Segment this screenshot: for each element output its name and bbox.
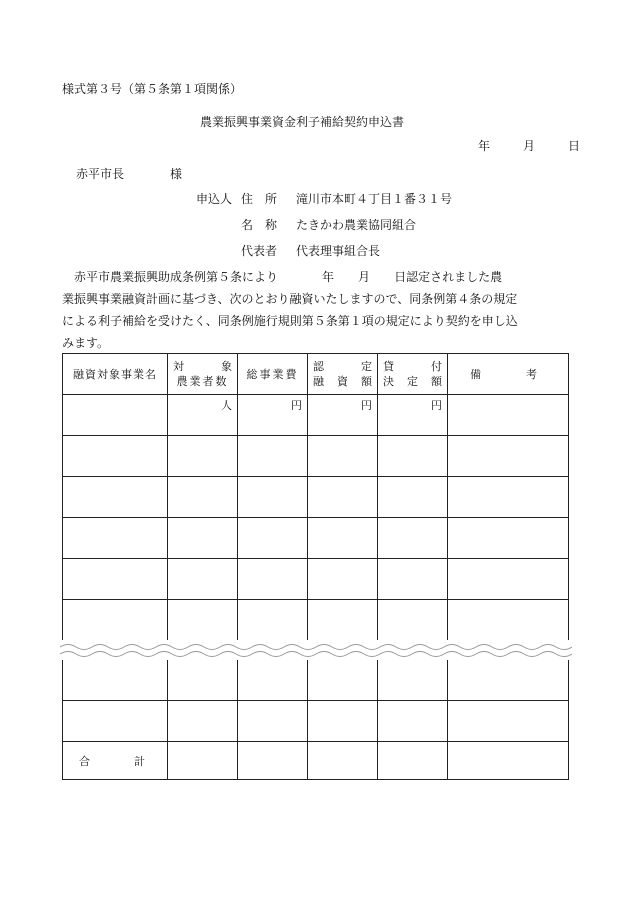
table-cell[interactable] [238, 701, 308, 742]
loan-table-top [62, 353, 569, 640]
table-cell[interactable] [448, 395, 569, 436]
table-cell[interactable] [448, 436, 569, 477]
header-remarks: 備 考 [448, 354, 569, 395]
applicant-address-row [196, 193, 452, 205]
date-year: 年 [478, 139, 491, 153]
unit-yen: 円 [431, 399, 442, 412]
table-cell[interactable] [238, 559, 308, 600]
table-cell[interactable] [168, 477, 238, 518]
table-cell[interactable] [378, 436, 448, 477]
table-cell[interactable] [448, 701, 569, 742]
table-cell[interactable] [378, 559, 448, 600]
table-cell[interactable] [168, 600, 238, 641]
table-cell[interactable] [238, 477, 308, 518]
addressee-honorific: 様 [170, 167, 183, 181]
table-cell[interactable] [63, 559, 168, 600]
table-cell[interactable] [238, 436, 308, 477]
header-project-name: 融資対象事業名 [63, 354, 168, 395]
table-cell[interactable] [378, 477, 448, 518]
rep-value: 代表理事組合長 [296, 244, 381, 258]
table-cell[interactable] [63, 477, 168, 518]
table-cell[interactable] [308, 477, 378, 518]
table-cell[interactable] [308, 395, 378, 436]
header-total-cost: 総事業費 [238, 354, 308, 395]
total-label-cell: 合 計 [63, 742, 168, 780]
table-row [63, 600, 569, 641]
table-row [63, 395, 569, 436]
header-loan-decided: 貸 付 決 定 額 [378, 354, 448, 395]
table-cell[interactable] [308, 436, 378, 477]
table-row [63, 518, 569, 559]
document-title: 農業振興事業資金利子補給契約申込書 [200, 115, 405, 129]
address-value: 滝川市本町４丁目１番３１号 [296, 192, 453, 206]
table-cell[interactable] [168, 701, 238, 742]
addressee-name: 赤平市長 [76, 167, 125, 181]
table-cell[interactable] [168, 742, 238, 780]
date-line [478, 140, 580, 152]
form-number: 様式第３号（第５条第１項関係） [62, 82, 243, 96]
loan-table-bottom [62, 660, 569, 780]
body-line-2: 業振興事業融資計画に基づき、次のとおり融資いたしますので、同条例第４条の規定 [62, 292, 518, 306]
unit-yen: 円 [361, 399, 372, 412]
table-cell[interactable] [168, 518, 238, 559]
body-line-1: 赤平市農業振興助成条例第５条により 年 月 日認定されました農 [74, 270, 503, 284]
table-cell[interactable] [238, 518, 308, 559]
table-cell[interactable] [238, 600, 308, 641]
date-day: 日 [568, 139, 581, 153]
addressee [76, 168, 182, 180]
table-row [63, 660, 569, 701]
table-row [63, 477, 569, 518]
table-cell[interactable] [308, 600, 378, 641]
unit-yen: 円 [291, 399, 302, 412]
table-cell[interactable] [308, 518, 378, 559]
table-cell[interactable] [308, 742, 378, 780]
table-cell[interactable] [448, 600, 569, 641]
table-cell[interactable] [378, 660, 448, 701]
table-cell[interactable] [63, 660, 168, 701]
body-line-3: による利子補給を受けたく、同条例施行規則第５条第１項の規定により契約を申し込 [62, 314, 518, 328]
unit-people: 人 [221, 399, 232, 412]
body-paragraph [62, 266, 578, 354]
table-cell[interactable] [168, 436, 238, 477]
table-cell[interactable] [448, 518, 569, 559]
table-header-row [63, 354, 569, 395]
date-month: 月 [523, 139, 536, 153]
applicant-label: 申込人 [196, 192, 233, 206]
table-cell[interactable] [168, 395, 238, 436]
rep-label: 代表者 [241, 244, 278, 258]
table-cell[interactable] [308, 701, 378, 742]
table-cell[interactable] [168, 559, 238, 600]
table-cell[interactable] [63, 600, 168, 641]
table-cell[interactable] [63, 518, 168, 559]
address-label: 住 所 [241, 192, 278, 206]
table-cell[interactable] [168, 660, 238, 701]
table-cell[interactable] [308, 660, 378, 701]
name-value: たきかわ農業協同組合 [296, 218, 417, 232]
table-row [63, 436, 569, 477]
table-cell[interactable] [448, 742, 569, 780]
table-cell[interactable] [448, 660, 569, 701]
table-cell[interactable] [238, 660, 308, 701]
table-row [63, 559, 569, 600]
name-label: 名 称 [241, 218, 278, 232]
table-cell[interactable] [308, 559, 378, 600]
table-cell[interactable] [238, 395, 308, 436]
table-break-wave [60, 640, 572, 662]
table-cell[interactable] [63, 395, 168, 436]
applicant-name-row [241, 219, 416, 231]
table-cell[interactable] [63, 436, 168, 477]
table-cell[interactable] [238, 742, 308, 780]
header-approved-loan: 認 定 融 資 額 [308, 354, 378, 395]
table-total-row [63, 742, 569, 780]
body-line-4: みます。 [62, 336, 110, 350]
table-cell[interactable] [378, 518, 448, 559]
table-cell[interactable] [378, 600, 448, 641]
table-cell[interactable] [448, 477, 569, 518]
table-row [63, 701, 569, 742]
table-cell[interactable] [378, 742, 448, 780]
table-cell[interactable] [448, 559, 569, 600]
applicant-rep-row [241, 245, 380, 257]
header-farmers-count: 対 象 農業者数 [168, 354, 238, 395]
table-cell[interactable] [63, 701, 168, 742]
table-cell[interactable] [378, 395, 448, 436]
table-cell[interactable] [378, 701, 448, 742]
